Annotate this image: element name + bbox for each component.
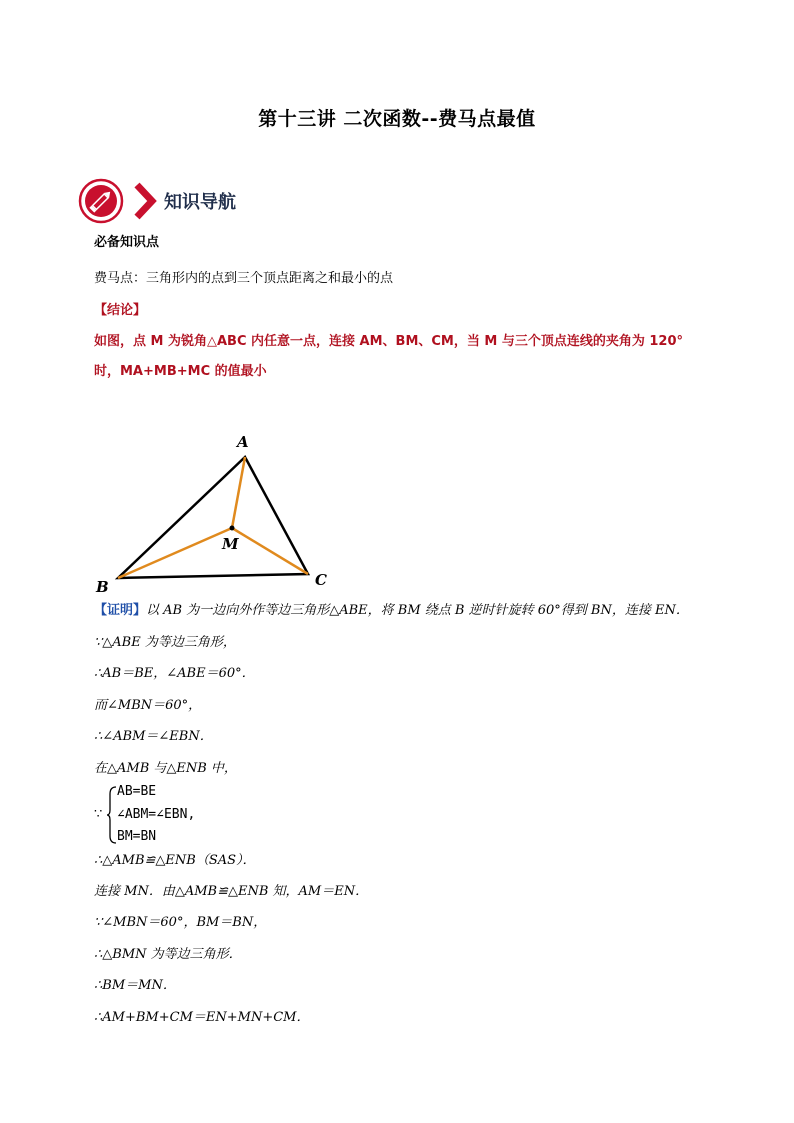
pencil-icon [78, 178, 124, 224]
label-a: A [237, 433, 249, 451]
page-title: 第十三讲 二次函数--费马点最值 [258, 108, 536, 130]
system-prefix: ∵ [94, 807, 103, 822]
proof-line-3: ∴AB＝BE，∠ABE＝60°． [94, 666, 255, 681]
proof-line-6: 在△AMB 与△ENB 中， [94, 761, 237, 776]
proof-after-6: ∴AM+BM+CM＝EN+MN+CM． [94, 1010, 310, 1025]
proof-after-4: ∴△BMN 为等边三角形． [94, 947, 242, 962]
proof-after-2: 连接 MN．由△AMB≌△ENB 知，AM＝EN． [94, 884, 369, 899]
segment-bm [118, 528, 232, 578]
system-line-2: ∠ABM=∠EBN, [117, 807, 196, 822]
system-line-1: AB=BE [117, 784, 157, 799]
triangle-figure [88, 428, 338, 598]
proof-line-4: 而∠MBN＝60°， [94, 698, 202, 713]
triangle-abc [118, 457, 308, 578]
conclusion-text-1: 如图，点 M 为锐角△ABC 内任意一点，连接 AM、BM、CM，当 M 与三个顶点连线的夹角为 120° [94, 334, 684, 349]
proof-label: 【证明】 [94, 603, 147, 618]
proof-text-1: 以 AB 为一边向外作等边三角形△ABE，将 BM 绕点 B 逆时针旋转 60°得到 BN，连接 EN． [146, 603, 689, 618]
conclusion-label: 【结论】 [94, 303, 147, 318]
proof-line-1 [94, 602, 689, 620]
system-line-3: BM=BN [117, 829, 157, 844]
point-m [230, 526, 235, 531]
proof-line-2: ∵△ABE 为等边三角形， [94, 635, 236, 650]
label-m: M [222, 535, 239, 553]
label-b: B [96, 578, 109, 596]
conclusion-text-2: 时，MA+MB+MC 的值最小 [94, 364, 267, 379]
proof-after-3: ∵∠MBN＝60°，BM＝BN， [94, 915, 267, 930]
chevron-right-icon [132, 181, 158, 221]
proof-line-5: ∴∠ABM＝∠EBN． [94, 729, 213, 744]
section-heading: 必备知识点 [94, 235, 160, 250]
section-nav [78, 178, 236, 224]
label-c: C [315, 571, 327, 589]
definition-text: 费马点：三角形内的点到三个顶点距离之和最小的点 [94, 271, 394, 286]
proof-after-1: ∴△AMB≌△ENB（SAS）． [94, 853, 256, 868]
nav-label: 知识导航 [164, 192, 236, 213]
proof-after-5: ∴BM＝MN． [94, 978, 176, 993]
